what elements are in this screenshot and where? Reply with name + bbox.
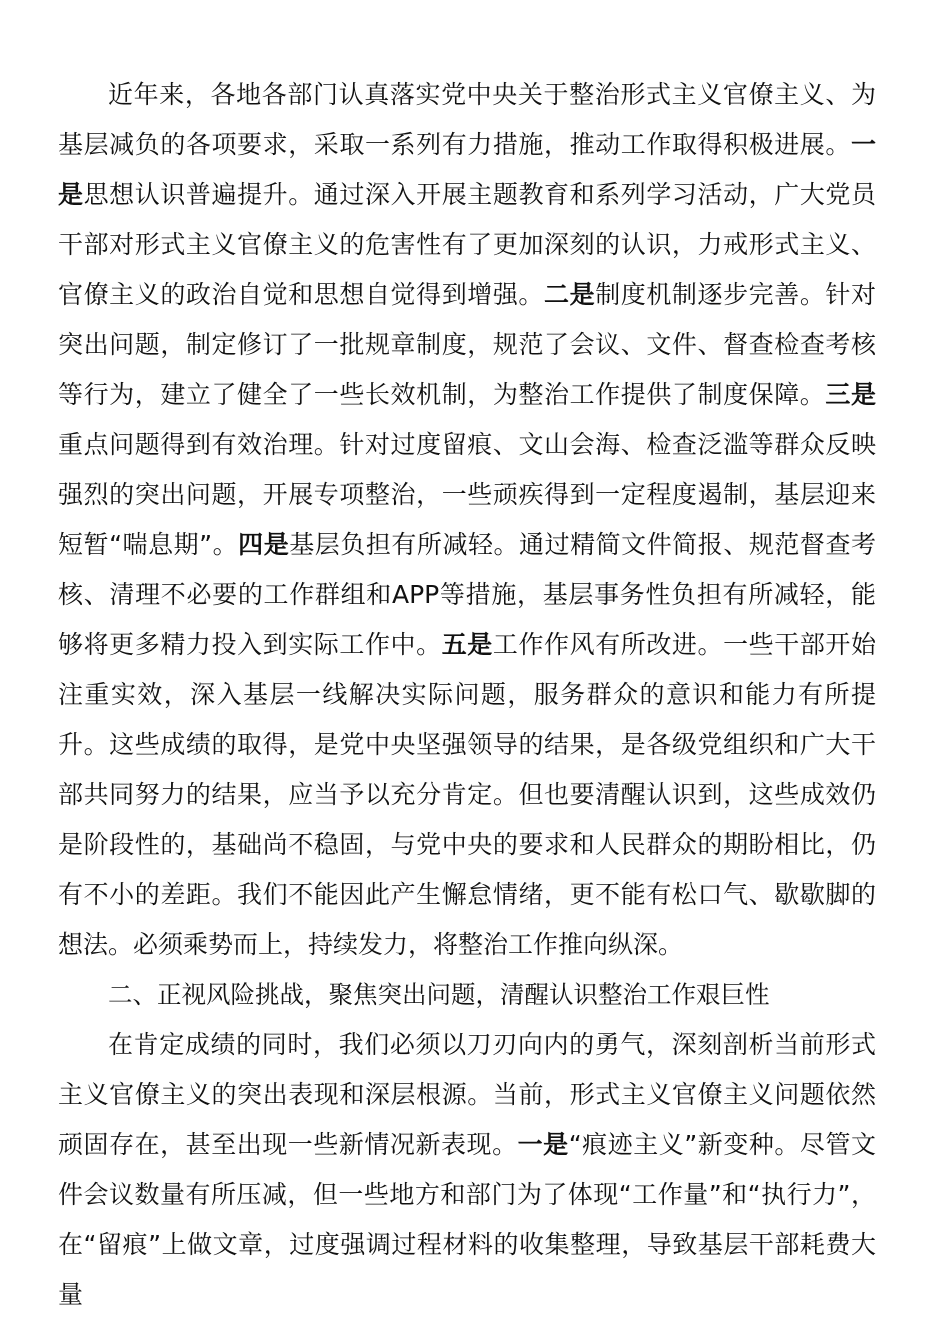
para2-intro: 在肯定成绩的同时，我们必须以刀刃向内的勇气，深刻剖析当前形式主义官僚主义的突出表现和深层根源。当前，形式主义官僚主义问题依然顽固存在，甚至出现一些新情况新表现。 (58, 1030, 876, 1159)
point-2-text: 制度机制逐步完善。针对突出问题，制定修订了一批规章制度，规范了会议、文件、督查检查考核等行为，建立了健全了一些长效机制，为整治工作提供了制度保障。 (58, 280, 876, 409)
problem-1-text: “痕迹主义”新变种。尽管文件会议数量有所压减，但一些地方和部门为了体现“工作量”和“执行力”，在“留痕”上做文章，过度强调过程材料的收集整理，导致基层干部耗费大量 (58, 1130, 876, 1309)
point-3-text: 重点问题得到有效治理。针对过度留痕、文山会海、检查泛滥等群众反映强烈的突出问题，开展专项整治，一些顽疾得到一定程度遏制，基层迎来短暂“喘息期”。 (58, 430, 876, 559)
paragraph-achievements (58, 70, 876, 970)
point-5-label: 五是 (441, 630, 493, 659)
para1-intro: 近年来，各地各部门认真落实党中央关于整治形式主义官僚主义、为基层减负的各项要求，采取一系列有力措施，推动工作取得积极进展。 (58, 80, 876, 159)
point-3-label: 三是 (825, 380, 876, 409)
point-4-text: 基层负担有所减轻。通过精简文件简报、规范督查考核、清理不必要的工作群组和APP等措施，基层事务性负担有所减轻，能够将更多精力投入到实际工作中。 (58, 530, 876, 659)
paragraph-problems (58, 1020, 876, 1320)
point-1-text: 思想认识普遍提升。通过深入开展主题教育和系列学习活动，广大党员干部对形式主义官僚主义的危害性有了更加深刻的认识，力戒形式主义、官僚主义的政治自觉和思想自觉得到增强。 (58, 180, 876, 309)
point-5-text: 工作作风有所改进。一些干部开始注重实效，深入基层一线解决实际问题，服务群众的意识和能力有所提升。这些成绩的取得，是党中央坚强领导的结果，是各级党组织和广大干部共同努力的结果，应当予以充分肯定。但也要清醒认识到，这些成效仍是阶段性的，基础尚不稳固，与党中央的要求和人民群众的期盼相比，仍有不小的差距。我们不能因此产生懈怠情绪，更不能有松口气、歇歇脚的想法。必须乘势而上，持续发力，将整治工作推向纵深。 (58, 630, 876, 959)
point-4-label: 四是 (238, 530, 290, 559)
point-2-label: 二是 (544, 280, 596, 309)
section-heading-2: 二、正视风险挑战，聚焦突出问题，清醒认识整治工作艰巨性 (108, 980, 770, 1009)
problem-1-label: 一是 (517, 1130, 569, 1159)
point-1-label: 一是 (58, 130, 876, 209)
